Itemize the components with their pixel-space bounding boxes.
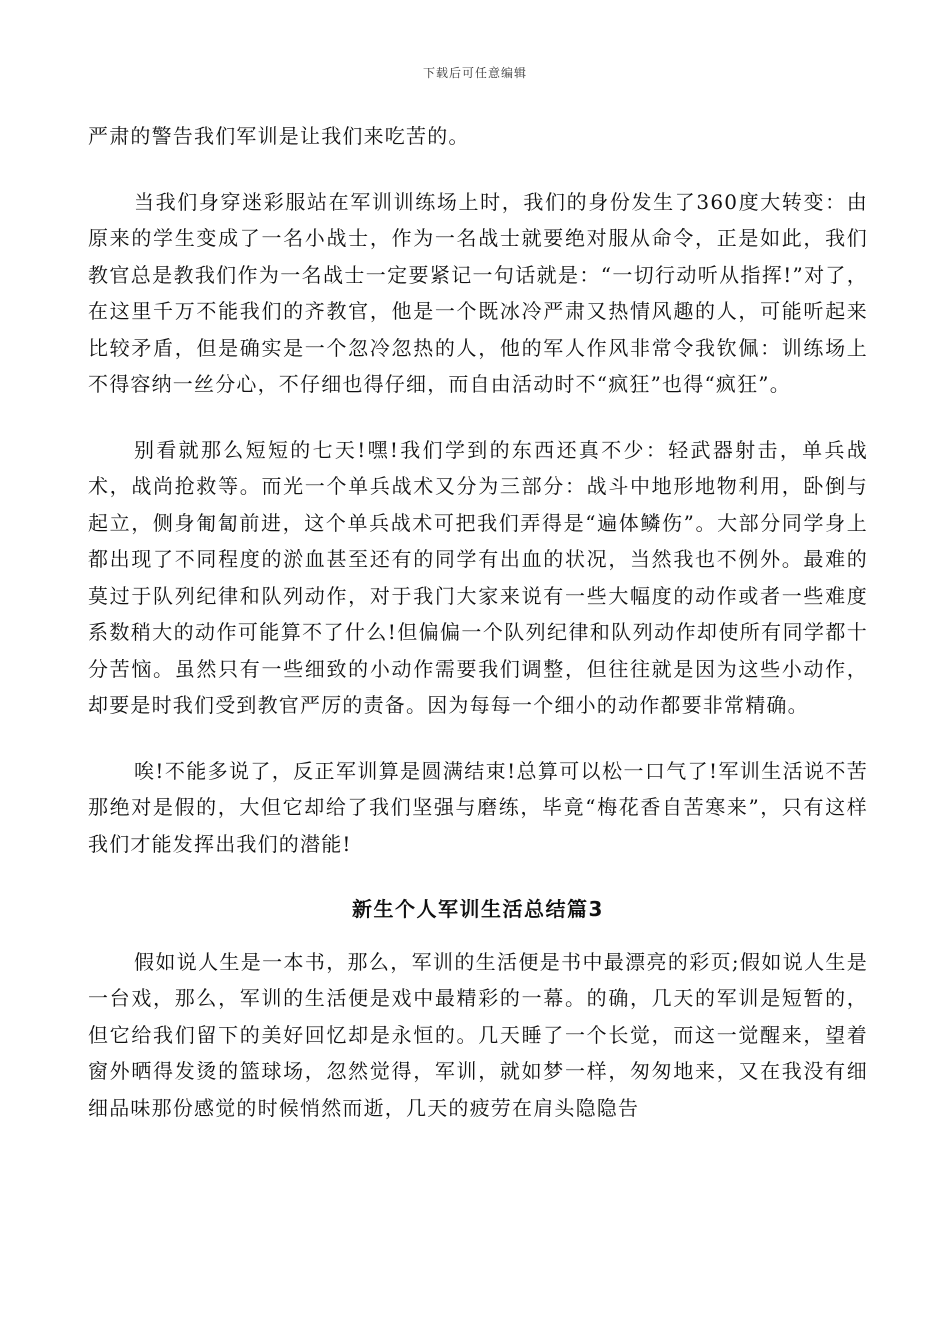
paragraph-2: 当我们身穿迷彩服站在军训训练场上时，我们的身份发生了360度大转变：由原来的学生变成了一名小战士，作为一名战士就要绝对服从命令，正是如此，我们教官总是教我们作为一名战士一定要紧记一句话就是：“一切行动听从指挥!”对了，在这里千万不能我们的齐教官，他是一个既冰冷严肃又热情风趣的人，可能听起来比较矛盾，但是确实是一个忽冷忽热的人，他的军人作风非常令我钦佩：训练场上不得容纳一丝分心，不仔细也得仔细，而自由活动时不“疯狂”也得“疯狂”。 xyxy=(88,189,868,396)
paragraph-5: 假如说人生是一本书，那么，军训的生活便是书中最漂亮的彩页;假如说人生是一台戏，那么，军训的生活便是戏中最精彩的一幕。的确，几天的军训是短暂的，但它给我们留下的美好回忆却是永恒的。几天睡了一个长觉，而这一觉醒来，望着窗外晒得发烫的篮球场，忽然觉得，军训，就如梦一样，匆匆地来，又在我没有细细品味那份感觉的时候悄然而逝，几天的疲劳在肩头隐隐告 xyxy=(88,949,868,1120)
document-body xyxy=(88,118,868,1126)
paragraph-4: 唉!不能多说了，反正军训算是圆满结束!总算可以松一口气了!军训生活说不苦那绝对是假的，大但它却给了我们坚强与磨练，毕竟“梅花香自苦寒来”，只有这样我们才能发挥出我们的潜能! xyxy=(88,758,868,856)
paragraph-3: 别看就那么短短的七天!嘿!我们学到的东西还真不少：轻武器射击，单兵战术，战尚抢救等。而光一个单兵战术又分为三部分：战斗中地形地物利用，卧倒与起立，侧身匍匐前进，这个单兵战术可把我们弄得是“遍体鳞伤”。大部分同学身上都出现了不同程度的淤血甚至还有的同学有出血的状况，当然我也不例外。最难的莫过于队列纪律和队列动作，对于我门大家来说有一些大幅度的动作或者一些难度系数稍大的动作可能算不了什么!但偏偏一个队列纪律和队列动作却使所有同学都十分苦恼。虽然只有一些细致的小动作需要我们调整，但往往就是因为这些小动作，却要是时我们受到教官严厉的责备。因为每每一个细小的动作都要非常精确。 xyxy=(88,437,868,717)
download-note: 下载后可任意编辑 xyxy=(422,66,527,80)
paragraph-1: 严肃的警告我们军训是让我们来吃苦的。 xyxy=(88,124,470,148)
section-heading: 新生个人军训生活总结篇3 xyxy=(352,897,604,921)
